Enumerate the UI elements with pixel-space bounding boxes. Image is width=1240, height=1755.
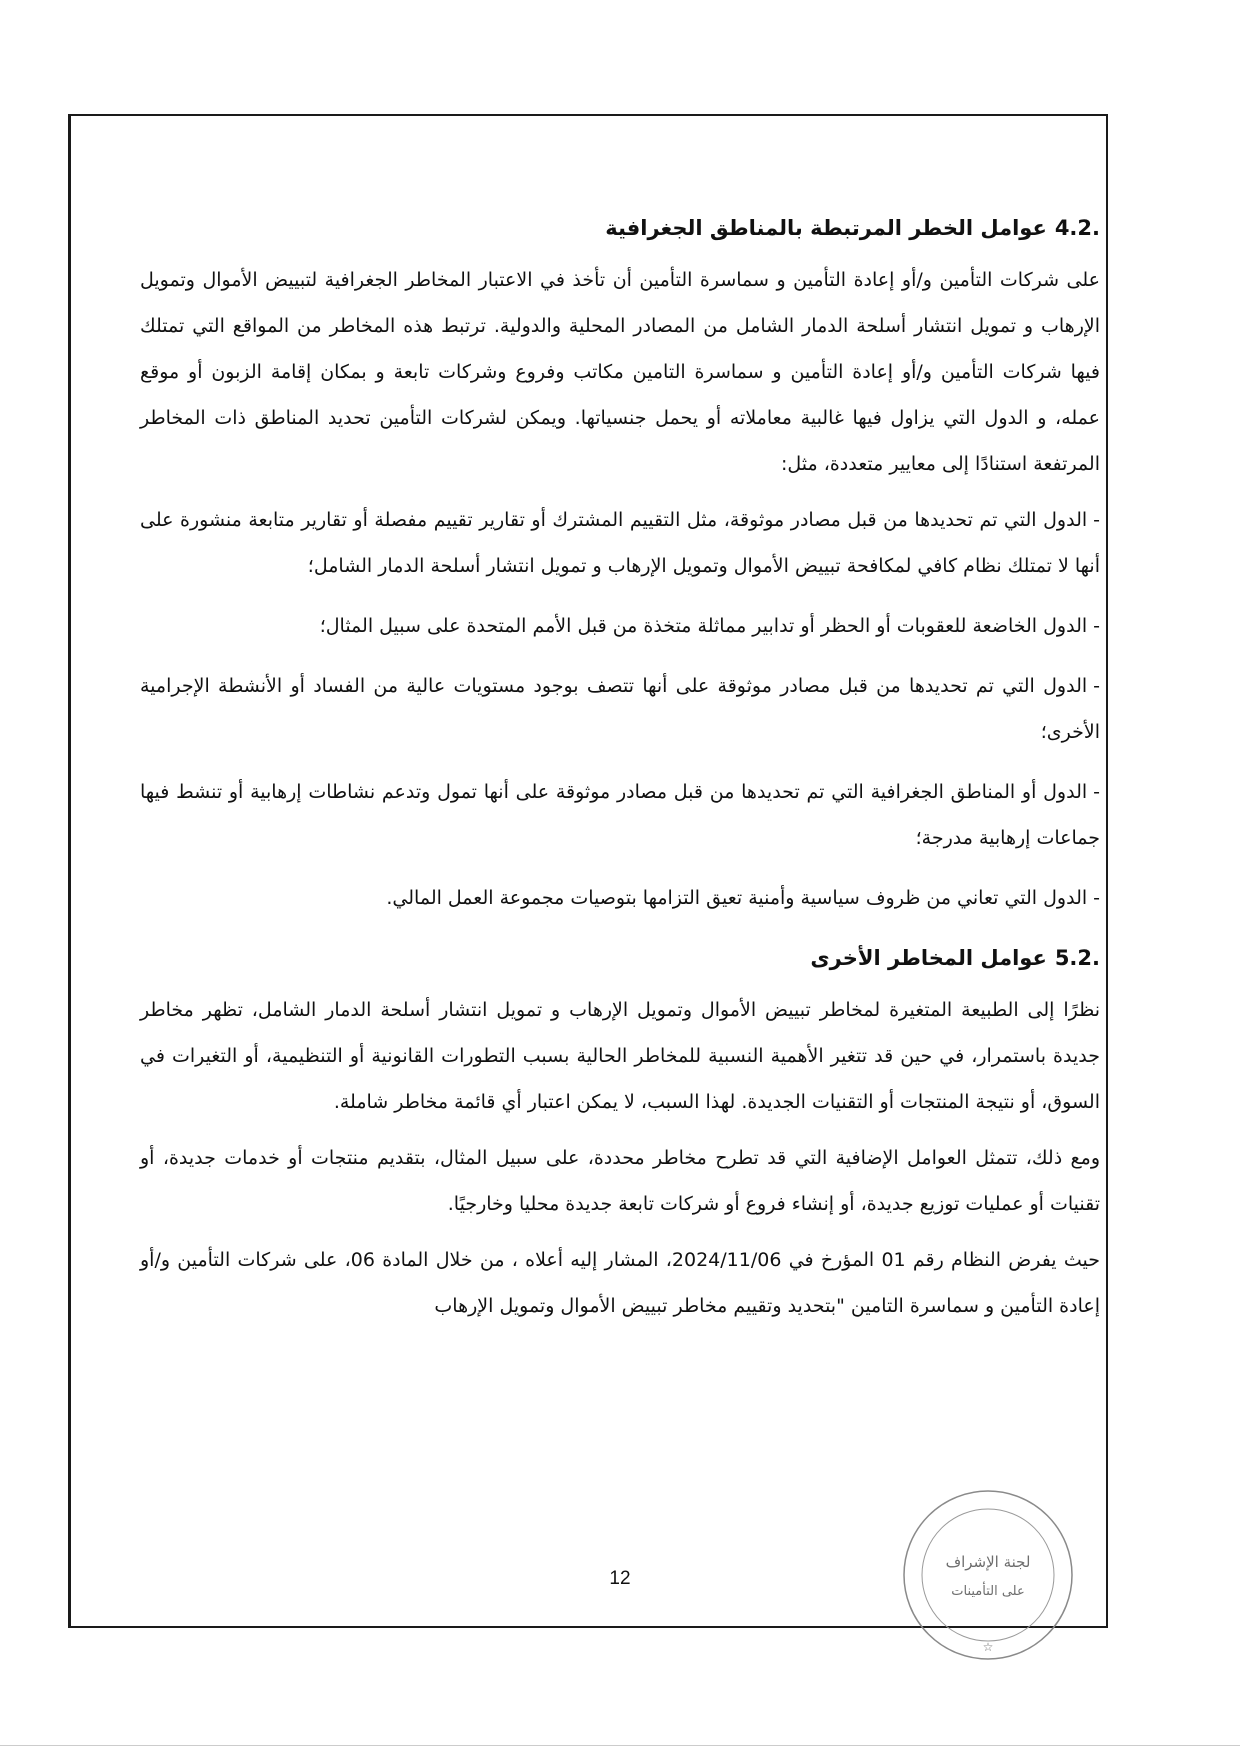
list-item — [140, 769, 1100, 861]
section-4-2-intro: على شركات التأمين و/أو إعادة التأمين و سماسرة التأمين أن تأخذ في الاعتبار المخاطر الجغرافية لتبييض الأموال وتمويل الإرهاب و تمويل انتشار أسلحة الدمار الشامل من المصادر المحلية والدولية. ترتبط هذه المخاطر من المواقع التي تمتلك فيها شركات التأمين و/أو إعادة التأمين و سماسرة التامين مكاتب وفروع وشركات تابعة و بمكان إقامة الزبون أو موقع عمله، و الدول التي يزاول فيها غالبية معاملاته أو يحمل جنسياتها. ويمكن لشركات التأمين تحديد المناطق ذات المخاطر المرتفعة استنادًا إلى معايير متعددة، مثل: — [140, 269, 1100, 475]
paragraph: نظرًا إلى الطبيعة المتغيرة لمخاطر تبييض الأموال وتمويل الإرهاب و تمويل انتشار أسلحة الدمار الشامل، تظهر مخاطر جديدة باستمرار، في حين قد تتغير الأهمية النسبية للمخاطر الحالية بسبب التطورات القانونية أو التنظيمية، أو التغيرات في السوق، أو نتيجة المنتجات أو التقنيات الجديدة. لهذا السبب، لا يمكن اعتبار أي قائمة مخاطر شاملة. — [140, 999, 1100, 1113]
list-item-text: الدول التي تم تحديدها من قبل مصادر موثوقة، مثل التقييم المشترك أو تقارير تقييم مفصلة أو تقارير متابعة منشورة على أنها لا تمتلك نظام كافي لمكافحة تبييض الأموال وتمويل الإرهاب و تمويل انتشار أسلحة الدمار الشامل؛ — [140, 509, 1100, 577]
paragraph: ومع ذلك، تتمثل العوامل الإضافية التي قد تطرح مخاطر محددة، على سبيل المثال، بتقديم منتجات أو خدمات جديدة، أو تقنيات أو عمليات توزيع جديدة، أو إنشاء فروع أو شركات تابعة جديدة محليا وخارجيًا. — [140, 1147, 1100, 1215]
section-heading-4-2 — [140, 205, 1100, 251]
list-item-text: الدول التي تعاني من ظروف سياسية وأمنية تعيق التزامها بتوصيات مجموعة العمل المالي. — [386, 887, 1088, 909]
list-item — [140, 663, 1100, 755]
list-item-text: الدول التي تم تحديدها من قبل مصادر موثوقة على أنها تتصف بوجود مستويات عالية من الفساد أو الأنشطة الإجرامية الأخرى؛ — [140, 675, 1100, 743]
document-body — [140, 205, 1100, 1339]
list-item — [140, 497, 1100, 589]
section-number: 5.2. — [1054, 946, 1100, 970]
list-item-text: الدول الخاضعة للعقوبات أو الحظر أو تدابير مماثلة متخذة من قبل الأمم المتحدة على سبيل المثال؛ — [319, 615, 1088, 637]
dash-bullet: - — [1093, 781, 1100, 803]
dash-bullet: - — [1093, 509, 1100, 531]
dash-bullet: - — [1093, 675, 1100, 697]
paragraph: حيث يفرض النظام رقم 01 المؤرخ في 2024/11/06، المشار إليه أعلاه ، من خلال المادة 06، على شركات التأمين و/أو إعادة التأمين و سماسرة التامين "بتحديد وتقييم مخاطر تبييض الأموال وتمويل الإرهاب — [140, 1249, 1100, 1317]
list-item-text: الدول أو المناطق الجغرافية التي تم تحديدها من قبل مصادر موثوقة على أنها تمول وتدعم نشاطات إرهابية أو تنشط فيها جماعات إرهابية مدرجة؛ — [140, 781, 1100, 849]
dash-bullet: - — [1093, 615, 1100, 637]
stamp-line-1: لجنة الإشراف — [945, 1553, 1031, 1571]
section-heading-5-2 — [140, 935, 1100, 981]
section-title: عوامل المخاطر الأخرى — [810, 946, 1047, 970]
list-item — [140, 603, 1100, 649]
scan-edge-line — [0, 1745, 1240, 1746]
section-number: 4.2. — [1054, 216, 1100, 240]
page-number: 12 — [609, 1568, 631, 1589]
star-icon: ☆ — [982, 1640, 994, 1654]
official-stamp — [898, 1485, 1078, 1665]
list-item — [140, 875, 1100, 921]
dash-bullet: - — [1093, 887, 1100, 909]
section-title: عوامل الخطر المرتبطة بالمناطق الجغرافية — [605, 216, 1047, 240]
stamp-line-2: على التأمينات — [951, 1584, 1025, 1599]
